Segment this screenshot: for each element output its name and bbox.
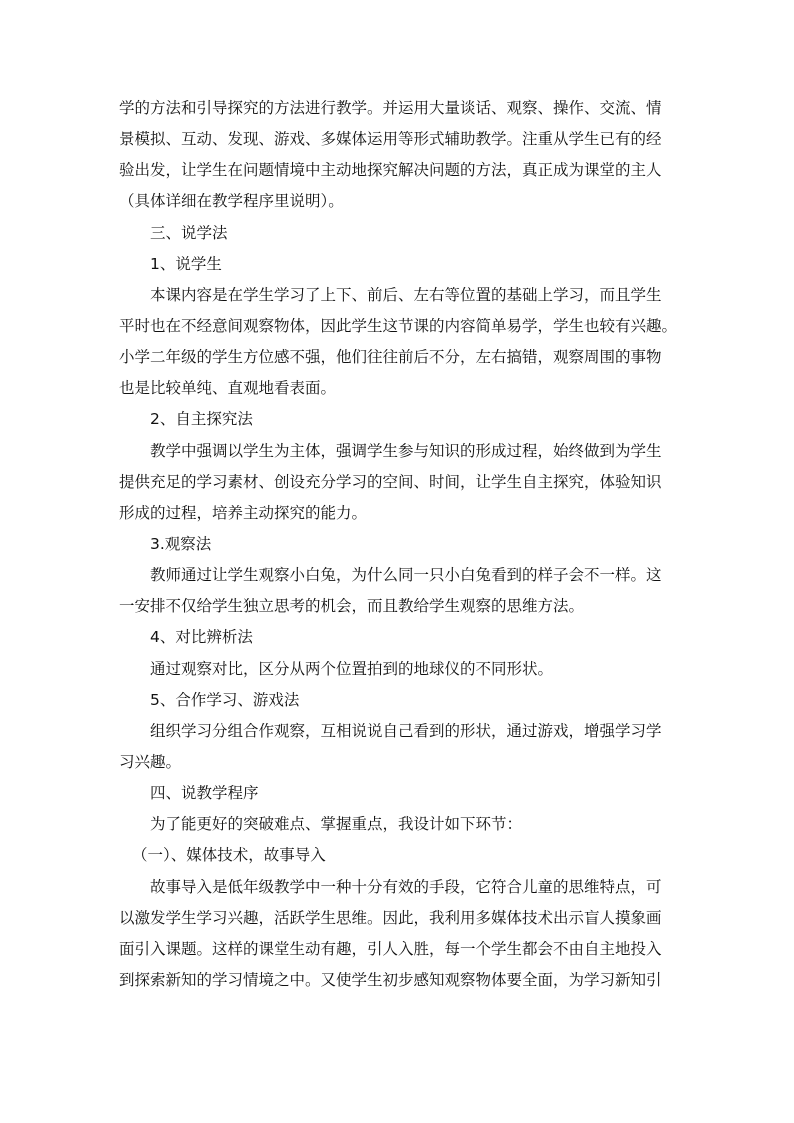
text-line: 三、说学法 [150,223,228,242]
text-line: 验出发，让学生在问题情境中主动地探究解决问题的方法，真正成为课堂的主人 [119,161,662,180]
text-line: 教师通过让学生观察小白兔，为什么同一只小白兔看到的样子会不一样。这 [150,566,662,585]
text-line: 本课内容是在学生学习了上下、前后、左右等位置的基础上学习，而且学生 [150,285,662,304]
text-line: 组织学习分组合作观察，互相说说自己看到的形状，通过游戏，增强学习学 [150,721,662,740]
text-line: 也是比较单纯、直观地看表面。 [119,379,337,398]
text-line: 2、自主探究法 [150,410,253,429]
text-line: 以激发学生学习兴趣，活跃学生思维。因此，我利用多媒体技术出示盲人摸象画 [119,908,662,927]
text-line: 到探索新知的学习情境之中。又使学生初步感知观察物体要全面，为学习新知引 [119,970,662,989]
text-line: 提供充足的学习素材、创设充分学习的空间、时间，让学生自主探究，体验知识 [119,472,662,491]
text-line: 一安排不仅给学生独立思考的机会，而且教给学生观察的思维方法。 [119,597,585,616]
text-line: 平时也在不经意间观察物体，因此学生这节课的内容简单易学，学生也较有兴趣。 [119,316,678,335]
text-line: 故事导入是低年级教学中一种十分有效的手段，它符合儿童的思维特点，可 [150,877,662,896]
text-line: 为了能更好的突破难点、掌握重点，我设计如下环节： [150,815,523,834]
text-line: 四、说教学程序 [150,784,259,803]
text-line: 通过观察对比，区分从两个位置拍到的地球仪的不同形状。 [150,659,554,678]
text-line: 景模拟、互动、发现、游戏、多媒体运用等形式辅助教学。注重从学生已有的经 [119,130,662,149]
text-line: 教学中强调以学生为主体，强调学生参与知识的形成过程，始终做到为学生 [150,441,662,460]
text-line: 3.观察法 [150,534,212,553]
text-line: 学的方法和引导探究的方法进行教学。并运用大量谈话、观察、操作、交流、情 [119,99,662,117]
document-body [119,98,679,1001]
text-line: 5、合作学习、游戏法 [150,690,300,709]
text-line: 面引入课题。这样的课堂生动有趣，引人入胜，每一个学生都会不由自主地投入 [119,939,662,958]
text-line: （一）、媒体技术，故事导入 [132,846,326,865]
text-line: 1、说学生 [150,254,222,273]
text-line: 形成的过程，培养主动探究的能力。 [119,503,368,522]
text-line: 4、对比辨析法 [150,628,253,647]
text-line: （具体详细在教学程序里说明）。 [119,192,344,211]
text-line: 习兴趣。 [119,752,182,771]
text-line: 小学二年级的学生方位感不强，他们往往前后不分，左右搞错，观察周围的事物 [119,348,662,367]
